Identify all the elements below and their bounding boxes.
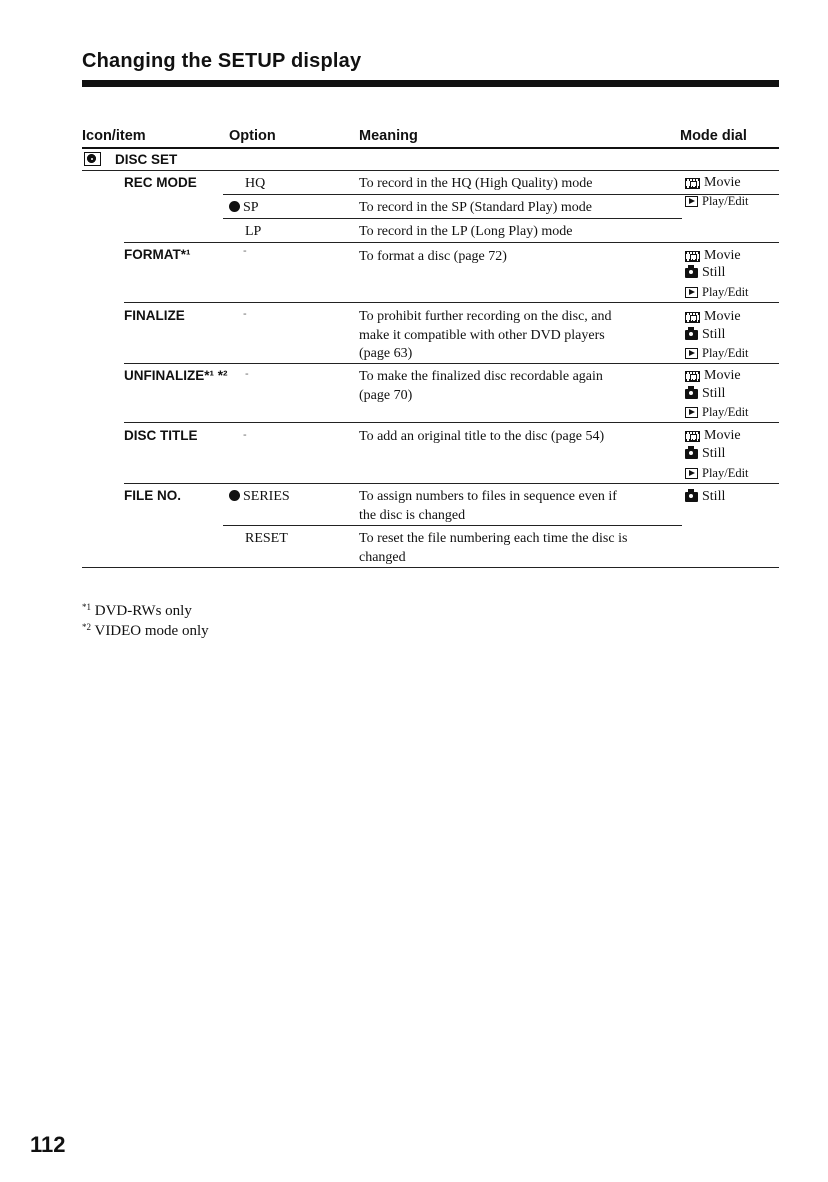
table-bottom-rule: [82, 567, 779, 568]
still-camera-icon: [685, 268, 698, 278]
option-none: -: [243, 429, 247, 441]
meaning-lp: To record in the LP (Long Play) mode: [359, 224, 573, 239]
option-sp: [229, 200, 259, 216]
mode-play-edit: [685, 344, 749, 363]
mode-label: Still: [702, 386, 726, 401]
mode-movie: [685, 247, 741, 266]
mode-label: Still: [702, 446, 726, 461]
mode-label: Still: [702, 327, 726, 342]
mode-still: [685, 488, 725, 507]
movie-icon: [685, 431, 700, 442]
mode-label: Movie: [704, 248, 741, 263]
row-rule: [124, 422, 779, 423]
option-none: -: [245, 368, 249, 380]
item-file-no: FILE NO.: [124, 488, 181, 503]
row-rule: [223, 194, 682, 195]
section-rule: [82, 170, 779, 171]
meaning-format: To format a disc (page 72): [359, 249, 507, 264]
meaning-line: To reset the file numbering each time the disc is: [359, 531, 628, 546]
play-edit-icon: [685, 407, 698, 418]
mode-label: Play/Edit: [702, 194, 749, 208]
still-camera-icon: [685, 492, 698, 502]
mode-label: Play/Edit: [702, 405, 749, 419]
option-series: [229, 489, 290, 505]
meaning-finalize: [359, 308, 612, 364]
meaning-unfinalize: [359, 368, 603, 405]
header-meaning: Meaning: [359, 128, 418, 144]
meaning-sp: To record in the SP (Standard Play) mode: [359, 200, 592, 215]
page-title: Changing the SETUP display: [82, 50, 362, 72]
mode-movie: [685, 367, 741, 386]
default-marker-icon: [229, 490, 240, 501]
meaning-line: make it compatible with other DVD players: [359, 327, 605, 343]
mode-label: Movie: [704, 428, 741, 443]
play-edit-icon: [685, 468, 698, 479]
footnote-mark: *1: [82, 602, 91, 612]
header-icon-item: Icon/item: [82, 128, 146, 144]
meaning-line: the disc is changed: [359, 507, 466, 523]
option-none: -: [243, 245, 247, 257]
meaning-line: changed: [359, 549, 406, 565]
meaning-line: (page 63): [359, 346, 413, 361]
mode-play-edit: [685, 464, 749, 483]
item-rec-mode: REC MODE: [124, 175, 197, 190]
footnote-text: DVD-RWs only: [94, 603, 192, 619]
meaning-reset: [359, 530, 627, 567]
row-rule: [124, 363, 779, 364]
mode-still: [685, 326, 725, 345]
mode-movie: [685, 427, 741, 446]
still-camera-icon: [685, 389, 698, 399]
mode-label: Still: [702, 265, 726, 280]
footnote-2: [82, 622, 209, 640]
row-rule: [124, 483, 779, 484]
mode-label: Play/Edit: [702, 285, 749, 299]
footnote-1: [82, 602, 192, 620]
mode-play-edit: [685, 403, 749, 422]
mode-movie: [685, 174, 741, 193]
mode-label: Play/Edit: [702, 346, 749, 360]
play-edit-icon: [685, 348, 698, 359]
item-disc-title: DISC TITLE: [124, 428, 198, 443]
item-unfinalize: UNFINALIZE*¹ *²: [124, 368, 228, 383]
header-option: Option: [229, 128, 276, 144]
item-finalize: FINALIZE: [124, 308, 185, 323]
meaning-series: [359, 488, 617, 525]
mode-label: Movie: [704, 175, 741, 190]
page-number: 112: [30, 1132, 66, 1157]
option-sp-label: SP: [243, 200, 259, 215]
option-series-label: SERIES: [243, 489, 290, 504]
title-rule: [82, 80, 779, 87]
mode-still: [685, 264, 725, 283]
play-edit-icon: [685, 196, 698, 207]
movie-icon: [685, 312, 700, 323]
footnote-text: VIDEO mode only: [94, 623, 209, 639]
still-camera-icon: [685, 330, 698, 340]
row-rule: [124, 302, 779, 303]
movie-icon: [685, 178, 700, 189]
mode-label: Movie: [704, 309, 741, 324]
option-lp: LP: [245, 224, 262, 239]
section-label: DISC SET: [115, 152, 178, 167]
mode-play-edit: [685, 192, 749, 211]
movie-icon: [685, 371, 700, 382]
play-edit-icon: [685, 287, 698, 298]
mode-still: [685, 385, 725, 404]
mode-still: [685, 445, 725, 464]
default-marker-icon: [229, 201, 240, 212]
meaning-line: To assign numbers to files in sequence even if: [359, 489, 617, 504]
meaning-hq: To record in the HQ (High Quality) mode: [359, 176, 593, 191]
option-none: -: [243, 308, 247, 320]
header-mode-dial: Mode dial: [680, 128, 747, 144]
row-rule: [124, 242, 779, 243]
option-hq: HQ: [245, 176, 266, 191]
mode-label: Movie: [704, 368, 741, 383]
meaning-line: To make the finalized disc recordable again: [359, 369, 603, 384]
mode-movie: [685, 308, 741, 327]
mode-play-edit: [685, 283, 749, 302]
meaning-disc-title: To add an original title to the disc (page 54): [359, 429, 605, 444]
header-rule: [82, 147, 779, 149]
row-rule: [223, 218, 682, 219]
footnote-mark: *2: [82, 622, 91, 632]
disc-icon: [84, 152, 101, 166]
still-camera-icon: [685, 449, 698, 459]
row-rule: [223, 525, 682, 526]
item-format: FORMAT*¹: [124, 247, 191, 262]
meaning-line: (page 70): [359, 387, 413, 403]
mode-label: Still: [702, 489, 726, 504]
option-reset: RESET: [245, 531, 288, 546]
mode-label: Play/Edit: [702, 466, 749, 480]
meaning-line: To prohibit further recording on the disc, and: [359, 309, 612, 324]
movie-icon: [685, 251, 700, 262]
